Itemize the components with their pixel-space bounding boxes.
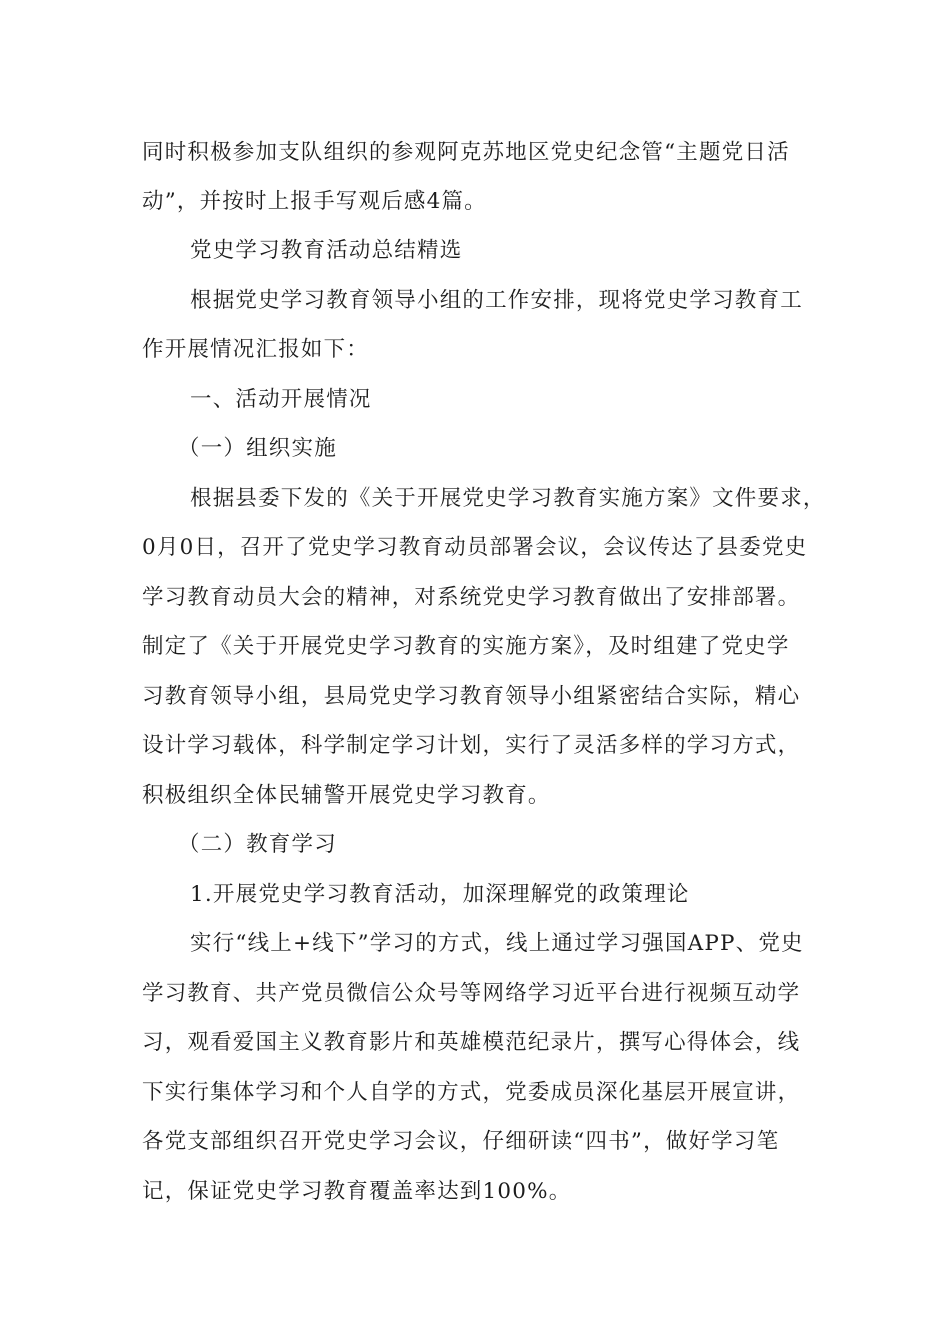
- paragraph-line: 根据党史学习教育领导小组的工作安排，现将党史学习教育工: [190, 288, 803, 313]
- heading-level-1: 一、活动开展情况: [190, 387, 372, 412]
- paragraph-line: 下实行集体学习和个人自学的方式，党委成员深化基层开展宣讲，: [142, 1080, 801, 1105]
- heading-level-3: 1.开展党史学习教育活动，加深理解党的政策理论: [190, 882, 690, 907]
- paragraph-line: 0月0日，召开了党史学习教育动员部署会议，会议传达了县委党史: [142, 535, 808, 560]
- paragraph-line: 制定了《关于开展党史学习教育的实施方案》，及时组建了党史学: [142, 634, 790, 659]
- paragraph-line: 习，观看爱国主义教育影片和英雄模范纪录片，撰写心得体会，线: [142, 1030, 801, 1055]
- paragraph-line: 实行“线上+线下”学习的方式，线上通过学习强国APP、党史: [190, 931, 804, 956]
- paragraph-line: 积极组织全体民辅警开展党史学习教育。: [142, 783, 551, 808]
- section-title: 党史学习教育活动总结精选: [190, 238, 463, 263]
- paragraph-line: 各党支部组织召开党史学习会议，仔细研读“四书”，做好学习笔: [142, 1129, 780, 1154]
- paragraph-line: 动”，并按时上报手写观后感4篇。: [142, 189, 487, 214]
- paragraph-line: 习教育领导小组，县局党史学习教育领导小组紧密结合实际，精心: [142, 684, 801, 709]
- paragraph-line: 根据县委下发的《关于开展党史学习教育实施方案》文件要求，: [190, 486, 826, 511]
- paragraph-line: 学习教育、共产党员微信公众号等网络学习近平台进行视频互动学: [142, 981, 801, 1006]
- heading-level-2: （一）组织实施: [178, 436, 337, 461]
- paragraph-line: 记，保证党史学习教育覆盖率达到100%。: [142, 1179, 572, 1204]
- paragraph-line: 作开展情况汇报如下：: [142, 337, 370, 362]
- paragraph-line: 设计学习载体，科学制定学习计划，实行了灵活多样的学习方式，: [142, 733, 801, 758]
- paragraph-line: 同时积极参加支队组织的参观阿克苏地区党史纪念管“主题党日活: [142, 140, 790, 165]
- heading-level-2: （二）教育学习: [178, 832, 337, 857]
- paragraph-line: 学习教育动员大会的精神，对系统党史学习教育做出了安排部署。: [142, 585, 801, 610]
